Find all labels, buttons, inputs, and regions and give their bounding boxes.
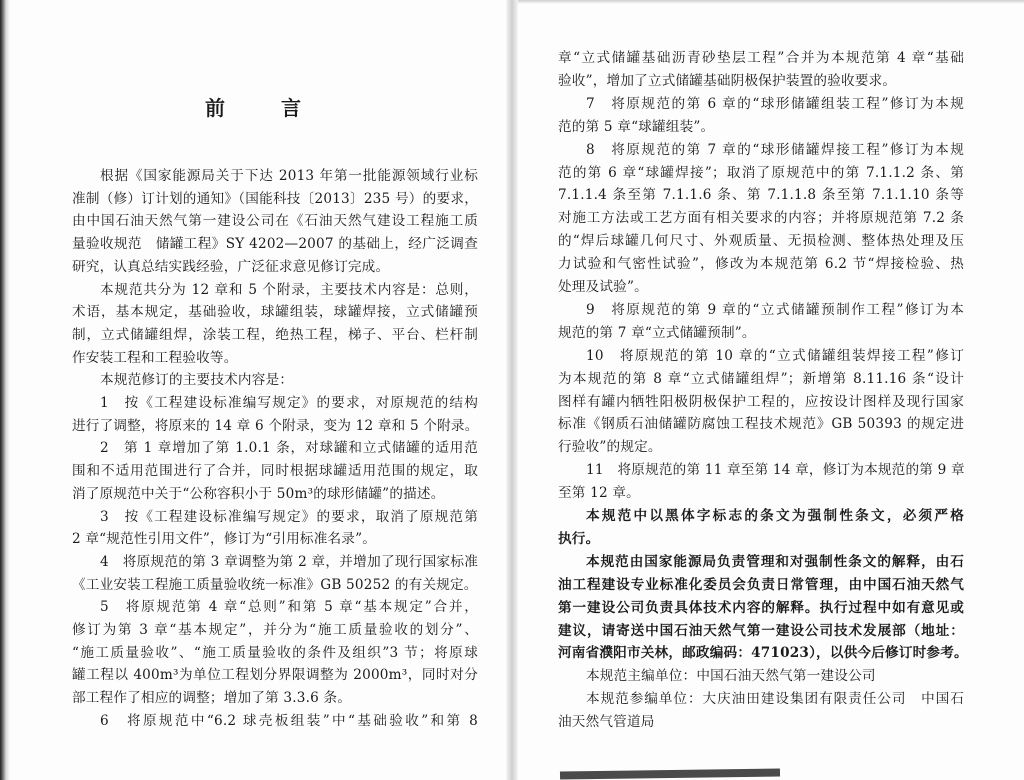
- text-line: 本规范修订的主要技术内容是：: [100, 372, 294, 389]
- left-page: [0, 0, 506, 780]
- text-line: 围和不适用范围进行了合并，同时根据球罐适用范围的规定，取: [72, 463, 478, 480]
- text-line: 研究，认真总结实践经验，广泛征求意见修订完成。: [72, 258, 390, 275]
- text-line: 10 将原规范的第 10 章的“立式储罐组装焊接工程”修订: [586, 347, 964, 364]
- title-char-1: 前: [205, 96, 225, 120]
- text-line: 规范的第 7 章“立式储罐预制”。: [558, 324, 756, 341]
- book-gutter: [506, 0, 518, 780]
- text-line: 油天然气管道局: [558, 714, 655, 731]
- text-line: 第一建设公司负责具体技术内容的解释。执行过程中如有意见或: [558, 599, 964, 616]
- text-line: 准制（修）订计划的通知》（国能科技〔2013〕235 号）的要求，: [72, 190, 478, 207]
- text-line: 本规范参编单位：大庆油田建设集团有限责任公司 中国石: [586, 691, 964, 708]
- text-line: 1 按《工程建设标准编写规定》的要求，对原规范的结构: [100, 395, 478, 411]
- page-title: [0, 92, 506, 122]
- text-line: 5 将原规范第 4 章“总则”和第 5 章“基本规定”合并，: [100, 599, 478, 616]
- text-line: 由中国石油天然气第一建设公司在《石油天然气建设工程施工质: [72, 213, 478, 230]
- text-line: 本规范中以黑体字标志的条文为强制性条文，必须严格: [586, 508, 964, 524]
- text-line: 处理及试验”。: [558, 279, 648, 295]
- text-line: 9 将原规范的第 9 章的“立式储罐预制作工程”修订为本: [586, 301, 964, 318]
- text-line: 范的第 6 章“球罐焊接”；取消了原规范中的第 7.1.1.2 条、第: [558, 164, 964, 181]
- text-line: 河南省濮阳市关林，邮政编码：471023），以供今后修订时参考。: [558, 645, 968, 662]
- text-line: 本规范由国家能源局负责管理和对强制性条文的解释，由石: [586, 553, 964, 570]
- text-line: 术语，基本规定，基础验收，球罐组装，球罐焊接，立式储罐预: [72, 304, 478, 321]
- text-line: 建议，请寄送中国石油天然气第一建设公司技术发展部（地址：: [558, 622, 964, 639]
- text-line: 作安装工程和工程验收等。: [72, 349, 238, 366]
- text-line: 4 将原规范的第 3 章调整为第 2 章，并增加了现行国家标准: [100, 553, 478, 570]
- text-line: 力试验和气密性试验”，修改为本规范第 6.2 节“焊接检验、热: [558, 256, 964, 273]
- text-line: 11 将原规范的第 11 章至第 14 章，修订为本规范的第 9 章: [586, 462, 965, 479]
- text-line: 进行了调整，将原来的 14 章 6 个附录，变为 12 章和 5 个附录。: [72, 417, 479, 434]
- text-line: 的“焊后球罐几何尺寸、外观质量、无损检测、整体热处理及压: [558, 233, 964, 250]
- text-line: 7 将原规范的第 6 章的“球形储罐组装工程”修订为本规: [586, 95, 964, 112]
- text-line: 范的第 5 章“球罐组装”。: [558, 118, 715, 135]
- text-line: 至第 12 章。: [558, 485, 640, 502]
- text-line: 图样有罐内牺牲阳极阴极保护工程的，应按设计图样及现行国家: [558, 393, 964, 410]
- text-line: 量验收规范 储罐工程》SY 4202—2007 的基础上，经广泛调查: [72, 236, 478, 253]
- text-line: 标准《钢质石油储罐防腐蚀工程技术规范》GB 50393 的规定进: [558, 416, 964, 433]
- text-line: 行验收”的规定。: [558, 439, 662, 456]
- text-line: 为本规范的第 8 章“立式储罐组焊”；新增第 8.11.16 条“设计: [558, 370, 964, 387]
- text-line: 部工程作了相应的调整；增加了第 3.3.6 条。: [72, 690, 352, 707]
- text-line: 3 按《工程建设标准编写规定》的要求，取消了原规范第: [100, 508, 478, 525]
- text-line: 验收”，增加了立式储罐基础阴极保护装置的验收要求。: [558, 72, 897, 89]
- scan-top-shadow: [518, 0, 1024, 4]
- text-line: 6 将原规范中“6.2 球壳板组装”中“基础验收”和第 8: [100, 712, 478, 729]
- text-line: “施工质量验收”、“施工质量验收的条件及组织”3 节；将原球: [72, 644, 478, 661]
- text-line: 2 章“规范性引用文件”，修订为“引用标准名录”。: [72, 531, 377, 548]
- text-line: 本规范共分为 12 章和 5 个附录，主要技术内容是：总则，: [100, 281, 478, 298]
- text-line: 制，立式储罐组焊，涂装工程，绝热工程，梯子、平台、栏杆制: [72, 326, 478, 343]
- text-line: 章“立式储罐基础沥青砂垫层工程”合并为本规范第 4 章“基础: [558, 50, 964, 66]
- text-line: 罐工程以 400m³为单位工程划分界限调整为 2000m³，同时对分: [72, 667, 478, 684]
- text-line: 7.1.1.4 条至第 7.1.1.6 条、第 7.1.1.8 条至第 7.1.1.10 条等: [558, 187, 964, 204]
- text-line: 油工程建设专业标准化委员会负责日常管理，由中国石油天然气: [558, 576, 964, 593]
- text-line: 《工业安装工程施工质量验收统一标准》GB 50252 的有关规定。: [72, 576, 478, 593]
- right-page: [518, 0, 1024, 780]
- title-char-2: 言: [281, 96, 301, 120]
- text-line: 执行。: [558, 530, 600, 547]
- text-line: 消了原规范中关于“公称容积小于 50m³的球形储罐”的描述。: [72, 485, 445, 502]
- text-line: 根据《国家能源局关于下达 2013 年第一批能源领域行业标: [100, 168, 478, 184]
- text-line: 2 第 1 章增加了第 1.0.1 条，对球罐和立式储罐的适用范: [100, 440, 478, 457]
- text-line: 修订为第 3 章“基本规定”，并分为“施工质量验收的划分”、: [72, 622, 478, 638]
- text-line: 对施工方法或工艺方面有相关要求的内容；并将原规范第 7.2 条: [558, 210, 964, 227]
- text-line: 本规范主编单位：中国石油天然气第一建设公司: [586, 668, 876, 685]
- text-line: 8 将原规范的第 7 章的“球形储罐焊接工程”修订为本规: [586, 141, 964, 158]
